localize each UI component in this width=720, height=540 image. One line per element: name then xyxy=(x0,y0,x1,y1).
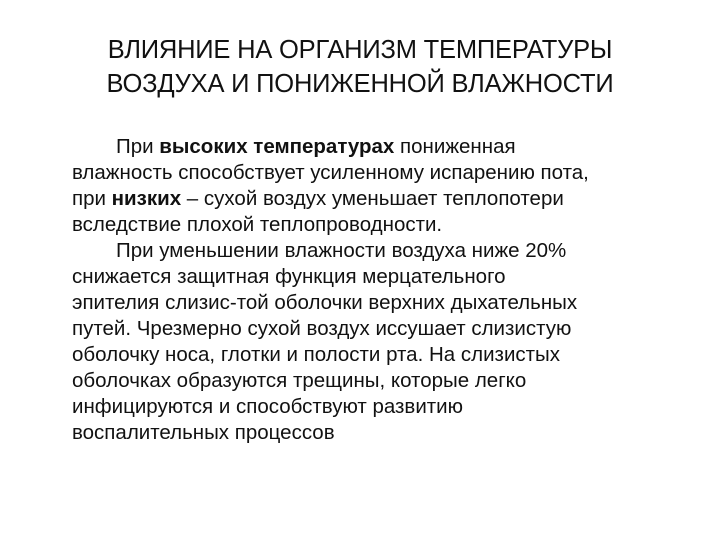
paragraph-1-line-2: влажность способствует усиленному испарению пота, xyxy=(72,161,589,184)
slide-title xyxy=(40,33,680,101)
paragraph-2-line-8: воспалительных процессов xyxy=(72,421,335,444)
text-run: пониженная xyxy=(394,135,516,158)
paragraph-1-line-1 xyxy=(72,134,692,160)
paragraph-2-line-5: оболочку носа, глотки и полости рта. На слизистых xyxy=(72,343,561,366)
paragraph-2-line-3: эпителия слизис-той оболочки верхних дыхательных xyxy=(72,291,578,314)
text-run: – сухой воздух уменьшает теплопотери xyxy=(181,187,564,210)
paragraph-high-low-temperature xyxy=(72,134,692,238)
paragraph-2-line-6: оболочках образуются трещины, которые легко xyxy=(72,369,527,392)
emphasis-low: низких xyxy=(111,187,182,210)
paragraph-low-humidity xyxy=(72,238,692,446)
paragraph-2-line-2: снижается защитная функция мерцательного xyxy=(72,265,506,288)
paragraph-2-line-7: инфицируются и способствуют развитию xyxy=(72,395,463,418)
paragraph-2-line-4: путей. Чрезмерно сухой воздух иссушает слизистую xyxy=(72,317,572,340)
text-run: При xyxy=(116,135,160,158)
title-line-1: ВЛИЯНИЕ НА ОРГАНИЗМ ТЕМПЕРАТУРЫ xyxy=(107,36,613,64)
emphasis-high-temperatures: высоких температурах xyxy=(159,135,395,158)
text-run: при xyxy=(72,187,112,210)
paragraph-1-line-4: вследствие плохой теплопроводности. xyxy=(72,213,443,236)
title-line-2: ВОЗДУХА И ПОНИЖЕННОЙ ВЛАЖНОСТИ xyxy=(106,70,614,98)
paragraph-1-line-3 xyxy=(72,186,692,212)
paragraph-2-line-1: При уменьшении влажности воздуха ниже 20% xyxy=(116,239,567,262)
slide-body xyxy=(72,134,692,446)
